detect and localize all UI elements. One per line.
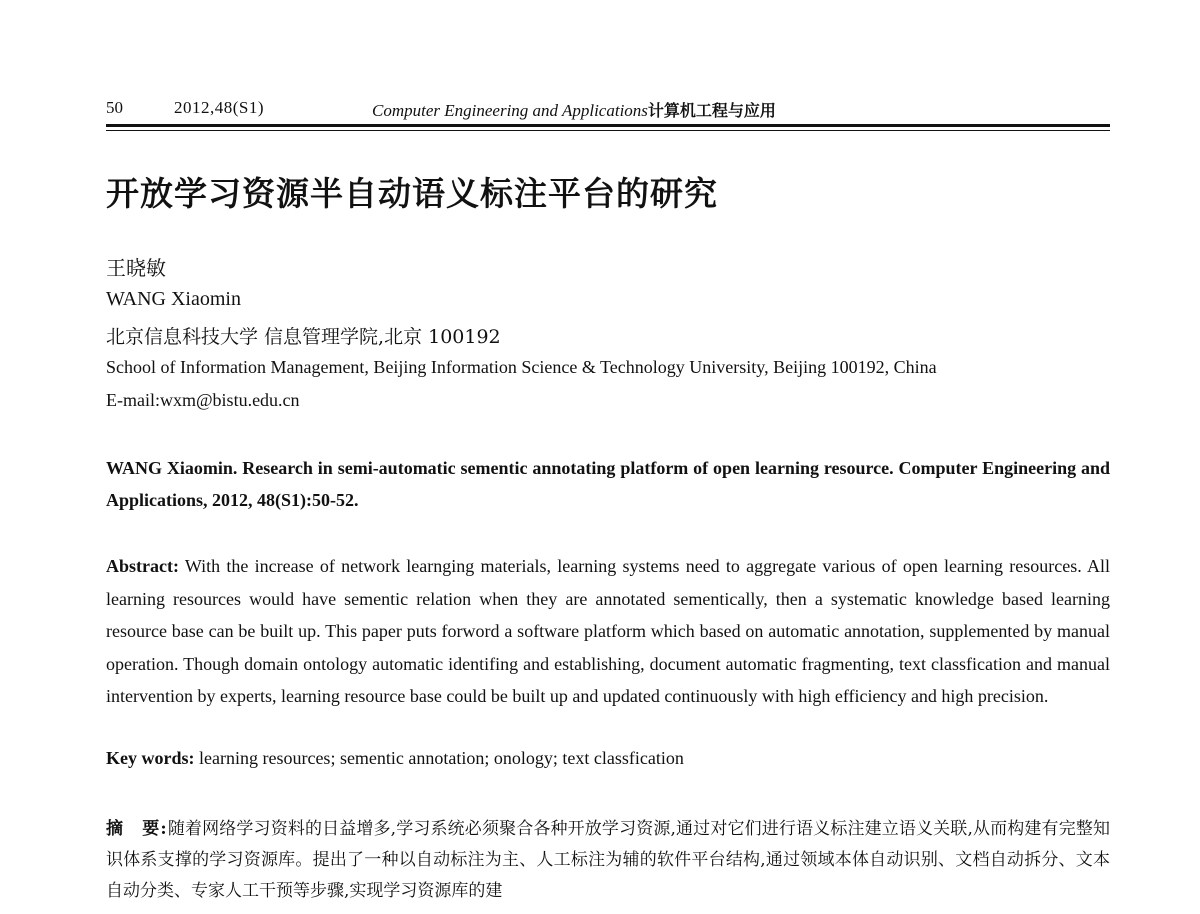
author-email: E-mail:wxm@bistu.edu.cn bbox=[106, 390, 300, 410]
abstract-cn-label: 摘 要: bbox=[106, 819, 168, 839]
abstract-cn bbox=[106, 814, 1110, 907]
author-name-cn: 王晓敏 bbox=[106, 256, 166, 280]
journal-name-cn: 计算机工程与应用 bbox=[647, 101, 776, 120]
abstract-text: With the increase of network learnging materials, learning systems need to aggregate various of open learning resources. All learning resources would have sementic relation when they are annotated sementically, then a systematic knowledge based learning resource base can be built up. This paper puts forword a software platform which based on automatic annotation, supplemented by manual operation. Though domain ontology automatic identifing and establishing, document automatic fragmenting, text classfication and manual intervention by experts, learning resource base could be built up and updated continuously with high efficiency and high precision. bbox=[106, 556, 1110, 707]
keywords bbox=[106, 748, 684, 769]
issue-info: 2012,48(S1) bbox=[174, 98, 265, 117]
header-rule-thick bbox=[106, 124, 1110, 127]
journal-name bbox=[372, 98, 776, 121]
paper-title: 开放学习资源半自动语义标注平台的研究 bbox=[106, 174, 718, 213]
abstract-en bbox=[106, 550, 1110, 713]
journal-name-en: Computer Engineering and Applications bbox=[372, 101, 648, 120]
page-number: 50 bbox=[106, 98, 123, 117]
header-rule-thin bbox=[106, 130, 1110, 131]
author-name-en: WANG Xiaomin bbox=[106, 288, 241, 310]
keywords-label: Key words: bbox=[106, 748, 195, 768]
affiliation-cn: 北京信息科技大学 信息管理学院,北京 100192 bbox=[106, 326, 501, 348]
abstract-cn-text: 随着网络学习资料的日益增多,学习系统必须聚合各种开放学习资源,通过对它们进行语义标注建立语义关联,从而构建有完整知识体系支撑的学习资源库。提出了一种以自动标注为主、人工标注为辅的软件平台结构,通过领域本体自动识别、文档自动拆分、文本自动分类、专家人工干预等步骤,实现学习资源库的建 bbox=[106, 819, 1110, 901]
abstract-label: Abstract: bbox=[106, 556, 179, 576]
citation: WANG Xiaomin. Research in semi-automatic sementic annotating platform of open learning resource. Computer Engineering and Applications, 2012, 48(S1):50-52. bbox=[106, 458, 1110, 510]
affiliation-en: School of Information Management, Beijing Information Science & Technology University, Beijing 100192, China bbox=[106, 357, 937, 377]
keywords-text: learning resources; sementic annotation; onology; text classfication bbox=[194, 748, 684, 768]
running-header bbox=[106, 98, 1110, 124]
